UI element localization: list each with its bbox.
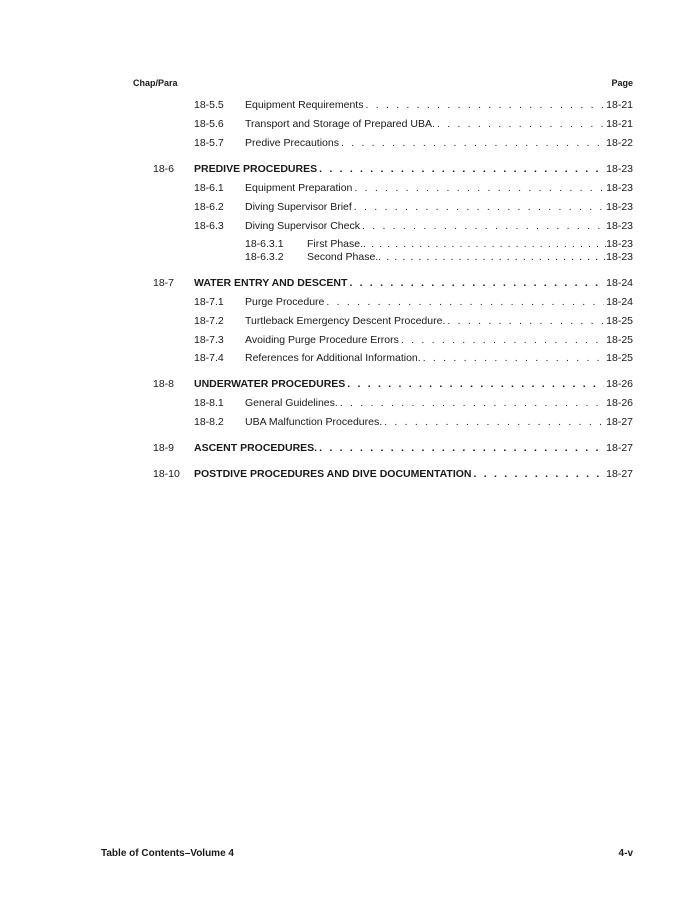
leader-dots [326,295,604,309]
toc-entry-title: PREDIVE PROCEDURES [194,163,318,175]
toc-entry[interactable] [0,200,695,214]
toc-entry-page: 18-23 [606,238,633,250]
footer-page-number: 4-v [618,848,633,859]
leader-dots [384,415,604,429]
leader-dots [347,377,604,391]
toc-entry-title: ASCENT PROCEDURES. [194,442,318,454]
toc-entry-title: Equipment Preparation [245,182,353,194]
toc-entry-number: 18-9 [153,442,175,454]
toc-entry-number: 18-6 [153,163,175,175]
toc-entry-page: 18-23 [606,182,633,194]
toc-entry-title: First Phase. [307,238,364,250]
leader-dots [365,98,604,112]
toc-entry[interactable] [0,396,695,410]
toc-entry[interactable] [0,415,695,429]
toc-entry-number: 18-6.3.1 [245,238,284,250]
leader-dots [362,219,604,233]
toc-subentry[interactable] [0,250,695,264]
leader-dots [474,467,605,481]
toc-entry-number: 18-7.4 [194,352,224,364]
toc-entry-number: 18-5.7 [194,137,224,149]
toc-entry-page: 18-27 [606,468,633,480]
toc-entry[interactable] [0,219,695,233]
toc-entry-title: General Guidelines. [245,397,338,409]
toc-entry-page: 18-22 [606,137,633,149]
column-header-chap-para: Chap/Para [133,78,178,88]
toc-entry[interactable] [0,181,695,195]
toc-entry-title: Predive Precautions [245,137,339,149]
toc-entry-page: 18-23 [606,251,633,263]
toc-entry-title: Purge Procedure [245,296,325,308]
toc-entry-number: 18-8.1 [194,397,224,409]
toc-entry-title: POSTDIVE PROCEDURES AND DIVE DOCUMENTATION [194,468,472,480]
toc-entry-number: 18-8.2 [194,416,224,428]
leader-dots [354,181,604,195]
toc-entry-number: 18-10 [153,468,180,480]
toc-entry-page: 18-25 [606,352,633,364]
toc-entry-title: Equipment Requirements [245,99,364,111]
leader-dots [437,117,604,131]
toc-entry-title: UNDERWATER PROCEDURES [194,378,346,390]
leader-dots [354,200,604,214]
toc-entry-number: 18-6.3 [194,220,224,232]
column-header-page: Page [611,78,633,88]
toc-subentry[interactable] [0,237,695,251]
toc-entry-page: 18-23 [606,220,633,232]
toc-entry-number: 18-5.6 [194,118,224,130]
toc-section-entry[interactable] [0,162,695,176]
toc-entry-page: 18-25 [606,315,633,327]
leader-dots [401,333,604,347]
toc-entry-number: 18-6.1 [194,182,224,194]
toc-entry-number: 18-6.2 [194,201,224,213]
leader-dots [447,314,604,328]
toc-entry-number: 18-7.2 [194,315,224,327]
leader-dots [423,351,604,365]
toc-entry-number: 18-5.5 [194,99,224,111]
toc-entry-page: 18-24 [606,296,633,308]
toc-entry[interactable] [0,351,695,365]
toc-entry-page: 18-26 [606,397,633,409]
leader-dots [341,136,604,150]
leader-dots [340,396,604,410]
toc-entry[interactable] [0,136,695,150]
toc-entry-title: Avoiding Purge Procedure Errors [245,334,399,346]
leader-dots [349,276,604,290]
footer-volume-title: Table of Contents–Volume 4 [101,848,234,859]
toc-entry[interactable] [0,295,695,309]
toc-entry-title: Second Phase. [307,251,379,263]
toc-entry-number: 18-7.1 [194,296,224,308]
toc-entry-page: 18-23 [606,163,633,175]
toc-entry-page: 18-23 [606,201,633,213]
toc-entry-title: Diving Supervisor Check [245,220,360,232]
toc-entry-page: 18-24 [606,277,633,289]
leader-dots [319,441,604,455]
toc-section-entry[interactable] [0,377,695,391]
toc-entry-title: UBA Malfunction Procedures. [245,416,383,428]
toc-entry-number: 18-7.3 [194,334,224,346]
toc-entry-title: Turtleback Emergency Descent Procedure. [245,315,446,327]
toc-entry-page: 18-21 [606,99,633,111]
toc-entry-page: 18-26 [606,378,633,390]
toc-entry-title: Diving Supervisor Brief [245,201,352,213]
toc-entry-number: 18-7 [153,277,175,289]
leader-dots [363,237,606,251]
leader-dots [319,162,604,176]
toc-entry[interactable] [0,98,695,112]
toc-entry-number: 18-6.3.2 [245,251,284,263]
toc-entry[interactable] [0,333,695,347]
toc-section-entry[interactable] [0,276,695,290]
toc-entry-page: 18-25 [606,334,633,346]
toc-entry[interactable] [0,314,695,328]
toc-entry-title: References for Additional Information. [245,352,421,364]
toc-entry-title: Transport and Storage of Prepared UBA. [245,118,435,130]
toc-entry-title: WATER ENTRY AND DESCENT [194,277,348,289]
toc-section-entry[interactable] [0,467,695,481]
toc-entry-page: 18-27 [606,442,633,454]
leader-dots [378,250,606,264]
toc-entry[interactable] [0,117,695,131]
toc-entry-page: 18-27 [606,416,633,428]
toc-entry-number: 18-8 [153,378,175,390]
toc-section-entry[interactable] [0,441,695,455]
toc-entry-page: 18-21 [606,118,633,130]
